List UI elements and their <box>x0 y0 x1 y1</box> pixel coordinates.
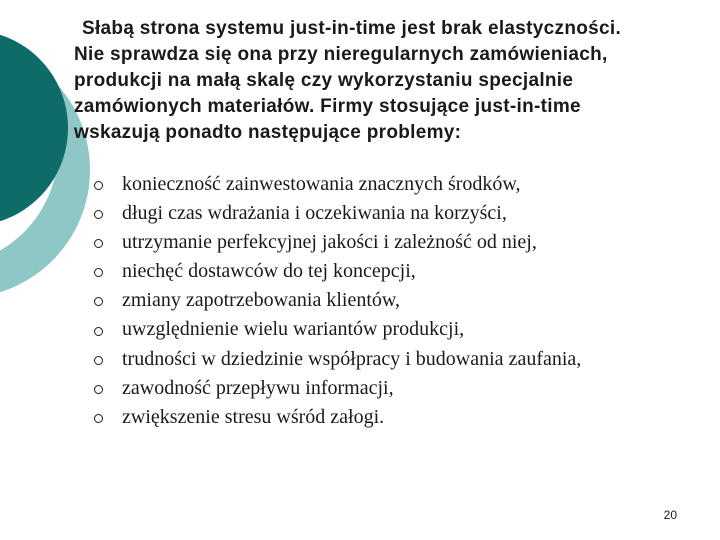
list-item-text: zawodność przepływu informacji, <box>122 376 394 399</box>
paragraph-line: Słabą strona systemu just-in-time jest brak elastyczności. <box>82 18 622 39</box>
bullet-circle-icon <box>94 356 103 365</box>
paragraph-line: produkcji na małą skalę czy wykorzystaniu specjalnie <box>74 70 574 91</box>
paragraph-line: wskazują ponadto następujące problemy: <box>74 122 462 143</box>
paragraph-line: Nie sprawdza się ona przy nieregularnych zamówieniach, <box>74 44 608 65</box>
bullet-circle-icon <box>94 385 103 394</box>
bullet-circle-icon <box>94 327 103 336</box>
list-item <box>94 315 581 344</box>
problems-list <box>94 170 581 432</box>
list-item-text: uwzględnienie wielu wariantów produkcji, <box>122 318 465 341</box>
bullet-circle-icon <box>94 268 103 277</box>
list-item <box>94 345 581 374</box>
list-item <box>94 374 581 403</box>
bullet-circle-icon <box>94 239 103 248</box>
list-item <box>94 228 581 257</box>
bullet-circle-icon <box>94 414 103 423</box>
list-item <box>94 403 581 432</box>
list-item <box>94 170 581 199</box>
list-item-text: utrzymanie perfekcyjnej jakości i zależność od niej, <box>122 231 537 254</box>
list-item-text: trudności w dziedzinie współpracy i budowania zaufania, <box>122 347 582 370</box>
bullet-circle-icon <box>94 210 103 219</box>
list-item-text: niechęć dostawców do tej koncepcji, <box>122 260 416 283</box>
list-item <box>94 199 581 228</box>
list-item-text: zwiększenie stresu wśród załogi. <box>122 405 385 428</box>
list-item-text: konieczność zainwestowania znacznych środków, <box>122 173 521 195</box>
list-item <box>94 257 581 286</box>
list-item-text: długi czas wdrażania i oczekiwania na korzyści, <box>122 202 507 225</box>
bullet-circle-icon <box>94 297 103 306</box>
list-item-text: zmiany zapotrzebowania klientów, <box>122 289 401 312</box>
list-item <box>94 286 581 315</box>
page-number: 20 <box>663 508 677 522</box>
paragraph-line: zamówionych materiałów. Firmy stosujące just-in-time <box>74 96 581 117</box>
bullet-circle-icon <box>94 181 103 190</box>
intro-paragraph <box>74 16 704 146</box>
